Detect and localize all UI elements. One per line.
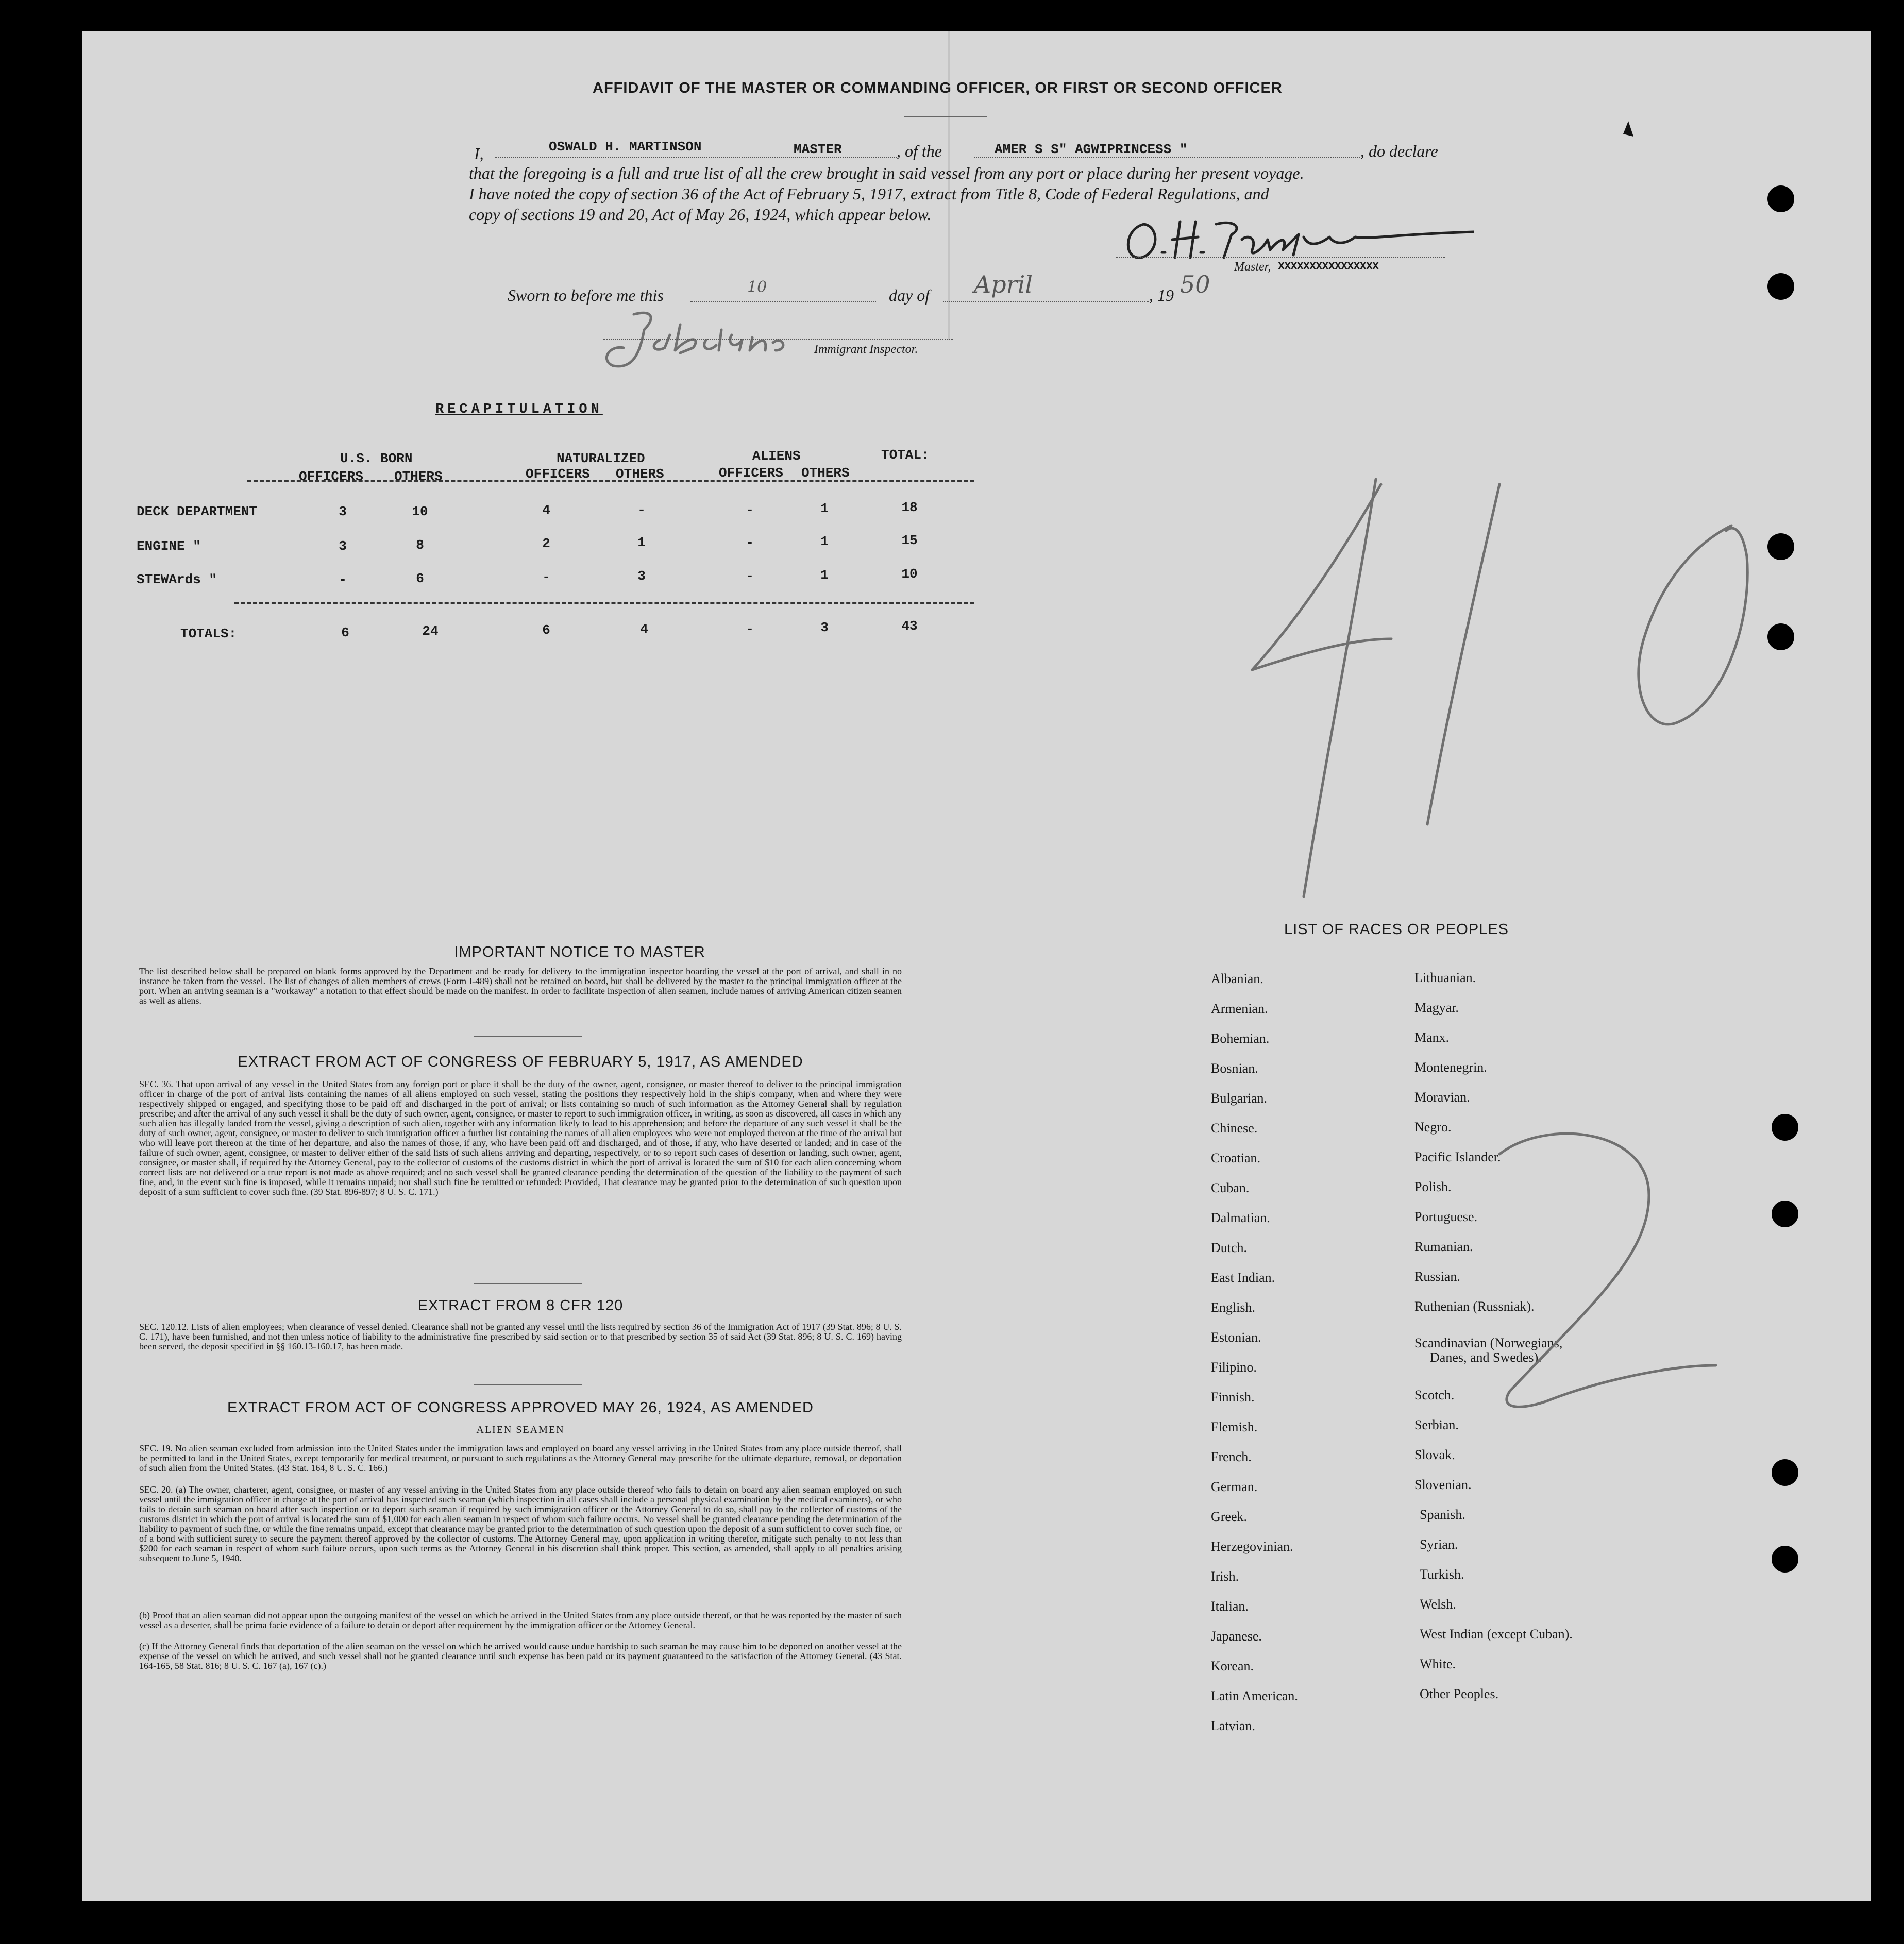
punch-hole: [1767, 185, 1794, 212]
punch-hole: [1767, 273, 1794, 300]
sworn-text: Sworn to before me this: [508, 286, 664, 305]
race-item: Bulgarian.: [1211, 1091, 1268, 1106]
race-item: Latin American.: [1211, 1688, 1298, 1703]
table-cell: 18: [901, 500, 918, 515]
subhead: OTHERS: [801, 465, 850, 481]
race-item: Armenian.: [1211, 1001, 1268, 1016]
race-item: Russian.: [1414, 1269, 1460, 1284]
group-us-born: U.S. BORN: [340, 451, 413, 466]
master-name: OSWALD H. MARTINSON: [549, 139, 702, 155]
race-item: Lithuanian.: [1414, 970, 1476, 985]
extract1924-subtitle: ALIEN SEAMEN: [476, 1424, 565, 1435]
table-cell: 3: [339, 504, 347, 519]
extract1924-p1: SEC. 19. No alien seaman excluded from admission into the United States under the immigration laws and employed on board any vessel arriving in the United States from any place outside thereof, shall be permitted to land in the United States, except temporarily for medical treatment, or pursuant to such regulations as the Attorney General may prescribe for the ultimate departure, removal, or deportation of such alien from the United States. (43 Stat. 164, 8 U. S. C. 166.): [139, 1443, 902, 1473]
race-item: Slovenian.: [1414, 1477, 1472, 1492]
race-item: Syrian.: [1420, 1537, 1458, 1552]
punch-hole: [1772, 1459, 1798, 1486]
table-cell: 8: [416, 537, 424, 553]
ship-name: AMER S S" AGWIPRINCESS ": [995, 142, 1188, 157]
race-item: Italian.: [1211, 1599, 1249, 1614]
section-rule: [474, 1283, 582, 1284]
master-signature-line: [1116, 257, 1445, 258]
of-the-text: , of the: [897, 142, 942, 160]
master-label: Master,: [1234, 260, 1271, 274]
race-item: Pacific Islander.: [1414, 1150, 1501, 1164]
total-cell: -: [746, 621, 754, 637]
punch-hole: [1772, 1114, 1798, 1141]
race-item: Chinese.: [1211, 1121, 1258, 1136]
race-item: Herzegovinian.: [1211, 1539, 1293, 1554]
section-rule: [474, 1384, 582, 1385]
race-item: Other Peoples.: [1420, 1686, 1499, 1701]
race-item: Welsh.: [1420, 1597, 1456, 1612]
ship-line: [974, 157, 1360, 158]
header-dash-rule: [247, 480, 974, 482]
race-item: West Indian (except Cuban).: [1420, 1627, 1573, 1642]
race-item: Cuban.: [1211, 1180, 1250, 1195]
total-cell: 24: [422, 623, 439, 639]
month-line: [943, 301, 1149, 302]
total-cell: 43: [901, 618, 918, 634]
race-item: Spanish.: [1420, 1507, 1465, 1522]
race-item: White.: [1420, 1656, 1456, 1671]
day-line: [690, 301, 876, 302]
extract1924-p4: (c) If the Attorney General finds that deportation of the alien seaman on the vessel on which he arrived would cause undue hardship to such seaman he may cause him to be deported on another vessel at the expense of the vessel on which he arrived, and such vessel shall not be granted clearance until such expense has been paid or its payment guaranteed to the satisfaction of the Attorney General. (43 Stat. 164-165, 58 Stat. 816; 8 U. S. C. 167 (a), 167 (c).): [139, 1641, 902, 1671]
table-cell: 10: [901, 566, 918, 582]
race-item: Slovak.: [1414, 1447, 1455, 1462]
total-cell: 3: [820, 620, 829, 635]
handwritten-number-2: [1484, 1123, 1731, 1422]
row-label: DECK DEPARTMENT: [137, 504, 258, 519]
totals-dash-rule: [234, 602, 974, 604]
table-cell: -: [339, 572, 347, 587]
table-cell: 15: [901, 533, 918, 548]
race-item: Finnish.: [1211, 1390, 1255, 1405]
race-item: Turkish.: [1420, 1567, 1464, 1582]
subhead: OFFICERS: [526, 466, 590, 482]
inspector-label: Immigrant Inspector.: [814, 343, 918, 356]
race-item: Estonian.: [1211, 1330, 1261, 1345]
table-cell: 1: [637, 535, 646, 550]
struck-out-title: XXXXXXXXXXXXXXXX: [1278, 260, 1379, 273]
inspector-signature: [598, 304, 814, 376]
inspector-line: [603, 339, 953, 340]
race-item: Korean.: [1211, 1659, 1254, 1673]
sworn-day: 10: [747, 278, 767, 296]
total-cell: 6: [542, 622, 550, 638]
recap-title: RECAPITULATION: [435, 402, 603, 417]
race-item: German.: [1211, 1479, 1258, 1494]
table-cell: 6: [416, 571, 424, 586]
table-cell: 1: [820, 501, 829, 516]
race-item: Bohemian.: [1211, 1031, 1270, 1046]
totals-label: TOTALS:: [180, 626, 237, 641]
total-cell: 6: [341, 625, 349, 640]
race-item: Polish.: [1414, 1179, 1452, 1194]
extractcfr-text: SEC. 120.12. Lists of alien employees; when clearance of vessel denied. Clearance shall not be granted any vessel until the lists required by section 36 of the Immigration Act of 1917 (39 Stat. 896; 8 U. S. C. 171), have been furnished, and not then unless notice of liability to the administrative fine prescribed by said section or to that prescribed by section 35 of said Act (39 Stat. 896; 8 U. S. C. 169) having been served, the deposit specified in §§ 160.13-160.17, has been made.: [139, 1322, 902, 1351]
master-rank: MASTER: [794, 142, 842, 157]
race-item: Rumanian.: [1414, 1239, 1473, 1254]
affidavit-line3: copy of sections 19 and 20, Act of May 26, 1924, which appear below.: [469, 205, 932, 224]
extract1924-p3: (b) Proof that an alien seaman did not appear upon the outgoing manifest of the vessel on which he arrived in the United States from any place outside thereof, or that he was reported by the master of such vessel as a deserter, shall be prima facie evidence of a failure to detain or deport after requirement by the immigration officer or the Attorney General.: [139, 1610, 902, 1630]
table-cell: -: [746, 502, 754, 518]
race-item: Montenegrin.: [1414, 1060, 1487, 1075]
notice-text: The list described below shall be prepared on blank forms approved by the Department and be ready for delivery to the immigration inspector boarding the vessel at the port of arrival, and shall in no instance be taken from the vessel. The list of changes of alien members of crews (Form I-489) shall not be retained on board, but shall be delivered by the master to the principal immigration officer at the port. When an arriving seaman is a "workaway" a notation to that effect should be made on the manifest. In order to facilitate inspection of alien seamen, include names of arriving American citizen seamen as well as aliens.: [139, 966, 902, 1006]
race-item: Danes, and Swedes).: [1430, 1350, 1542, 1365]
declarant-i: I,: [474, 144, 484, 163]
race-item: Greek.: [1211, 1509, 1248, 1524]
subhead: OFFICERS: [719, 465, 783, 481]
race-item: Manx.: [1414, 1030, 1450, 1045]
race-item: Serbian.: [1414, 1417, 1459, 1432]
group-aliens: ALIENS: [752, 448, 801, 464]
race-item: Filipino.: [1211, 1360, 1257, 1375]
row-label: ENGINE ": [137, 538, 201, 554]
handwritten-date-4-10: [1134, 402, 1762, 917]
race-item: Albanian.: [1211, 971, 1263, 986]
section-rule: [474, 1036, 582, 1037]
race-item: Scotch.: [1414, 1388, 1455, 1402]
race-item: Dutch.: [1211, 1240, 1248, 1255]
corner-mark: [1618, 116, 1649, 147]
race-item: Magyar.: [1414, 1000, 1459, 1015]
table-cell: 3: [637, 568, 646, 584]
table-cell: 4: [542, 502, 550, 518]
extractcfr-title: EXTRACT FROM 8 CFR 120: [417, 1297, 624, 1314]
race-item: East Indian.: [1211, 1270, 1275, 1285]
race-item: Japanese.: [1211, 1629, 1262, 1644]
punch-hole: [1767, 533, 1794, 560]
sworn-year: 50: [1180, 271, 1210, 298]
race-item: Negro.: [1414, 1120, 1452, 1135]
affidavit-line1: that the foregoing is a full and true list of all the crew brought in said vessel from any port or place during her present voyage.: [469, 164, 1304, 182]
race-item: Bosnian.: [1211, 1061, 1258, 1076]
race-item: Scandinavian (Norwegians,: [1414, 1336, 1563, 1350]
affidavit-title: AFFIDAVIT OF THE MASTER OR COMMANDING OFFICER, OR FIRST OR SECOND OFFICER: [593, 80, 1283, 96]
table-cell: 3: [339, 538, 347, 554]
affidavit-line2: I have noted the copy of section 36 of the Act of February 5, 1917, extract from Title 8, Code of Federal Regulations, and: [469, 184, 1269, 203]
year-prefix: , 19: [1149, 286, 1174, 305]
declare-text: , do declare: [1360, 142, 1438, 160]
subhead: OTHERS: [616, 466, 664, 482]
extract1917-title: EXTRACT FROM ACT OF CONGRESS OF FEBRUARY 5, 1917, AS AMENDED: [238, 1054, 803, 1070]
total-cell: 4: [640, 621, 648, 637]
extract1924-title: EXTRACT FROM ACT OF CONGRESS APPROVED MAY 26, 1924, AS AMENDED: [227, 1399, 814, 1416]
table-cell: -: [746, 535, 754, 550]
title-rule: [904, 116, 987, 117]
sworn-month: April: [974, 271, 1033, 298]
table-cell: 2: [542, 536, 550, 551]
name-line: [495, 157, 897, 158]
table-cell: 1: [820, 567, 829, 583]
table-cell: -: [746, 568, 754, 584]
race-item: Flemish.: [1211, 1419, 1258, 1434]
punch-hole: [1772, 1546, 1798, 1573]
race-item: Portuguese.: [1414, 1209, 1478, 1224]
subhead: OTHERS: [394, 469, 443, 484]
race-item: English.: [1211, 1300, 1255, 1315]
race-item: Dalmatian.: [1211, 1210, 1270, 1225]
race-item: Croatian.: [1211, 1151, 1261, 1165]
races-title: LIST OF RACES OR PEOPLES: [1284, 921, 1509, 938]
race-item: French.: [1211, 1449, 1252, 1464]
punch-hole: [1772, 1201, 1798, 1227]
punch-hole: [1767, 623, 1794, 650]
table-cell: -: [637, 502, 646, 518]
row-label: STEWArds ": [137, 572, 217, 587]
table-cell: 10: [412, 504, 428, 519]
race-item: Ruthenian (Russniak).: [1414, 1299, 1535, 1314]
group-total: TOTAL:: [881, 447, 930, 463]
table-cell: 1: [820, 534, 829, 549]
race-item: Moravian.: [1414, 1090, 1470, 1105]
notice-title: IMPORTANT NOTICE TO MASTER: [454, 944, 705, 960]
extract1917-text: SEC. 36. That upon arrival of any vessel in the United States from any foreign port or place it shall be the duty of the owner, agent, consignee, or master thereof to deliver to the principal immigration officer in charge of the port of arrival lists containing the names of all aliens employed on such vessel, stating the positions they respectively hold in the ship's company, when and where they were respectively shipped or engaged, and specifying those to be paid off and discharged in the port of arrival; or lists containing so much of such information as the Attorney General shall by regulation prescribe; and after the arrival of any such vessel it shall be the duty of such owner, agent, consignee, or master to report to such immigration officer, in writing, as soon as discovered, all cases in which any such alien has illegally landed from the vessel, giving a description of such alien, together with any information likely to lead to his apprehension; and before the departure of any such vessel it shall be the duty of such owner, agent, consignee, or master to deliver to such immigration officer a further list containing the names of all alien employees who were not employed thereon at the time of the arrival but who will leave port thereon at the time of her departure, and also the names of those, if any, who have been paid off and discharged, and of those, if any, who have deserted or landed; and in case of the failure of such owner, agent, consignee, or master to deliver either of the said lists of such aliens arriving and departing, respectively, or to so report such cases of desertion or landing, such owner, agent, consignee, or master shall, if required by the Attorney General, pay to the collector of customs of the customs district in which the port of arrival is located the sum of $10 for each alien concerning whom correct lists are not delivered or a true report is not made as above required; and no such vessel shall be granted clearance pending the determination of the question of the liability to the payment of such fine, and, in the event such fine is imposed, while it remains unpaid; nor shall such fine be remitted or refunded: Provided, That clearance may be granted prior to the determination of such question upon deposit of a sum sufficient to cover such fine. (39 Stat. 896-897; 8 U. S. C. 171.): [139, 1079, 902, 1197]
race-item: Latvian.: [1211, 1718, 1255, 1733]
table-cell: -: [542, 569, 550, 585]
subhead: OFFICERS: [299, 469, 363, 484]
group-naturalized: NATURALIZED: [557, 451, 645, 466]
day-of-text: day of: [889, 286, 930, 305]
race-item: Irish.: [1211, 1569, 1239, 1584]
extract1924-p2: SEC. 20. (a) The owner, charterer, agent, consignee, or master of any vessel arriving in the United States from any place outside thereof who fails to detain on board any alien seaman employed on such vessel until the immigration officer in charge at the port of arrival has inspected such seaman (which inspection in all cases shall include a personal physical examination by the medical examiners), or who fails to detain such seaman on board after such inspection or to deport such seaman if required by such immigration officer or the Attorney General to do so, shall pay to the collector of customs of the customs district in which the port of arrival is located the sum of $1,000 for each alien seaman in respect of whom such failure occurs. No vessel shall be granted clearance pending the determination of the liability to payment of such fine, or while the fine remains unpaid, except that clearance may be granted prior to the determination of such question upon the deposit of a sum sufficient to cover such fine, or of a bond with sufficient surety to secure the payment thereof approved by the collector of customs. The Attorney General may, upon application in writing therefor, mitigate such penalty to not less than $200 for each seaman in respect of whom such failure occurs, upon such terms as the Attorney General in his discretion shall think proper. This section, as amended, shall apply to all penalties arising subsequent to June 5, 1940.: [139, 1484, 902, 1563]
